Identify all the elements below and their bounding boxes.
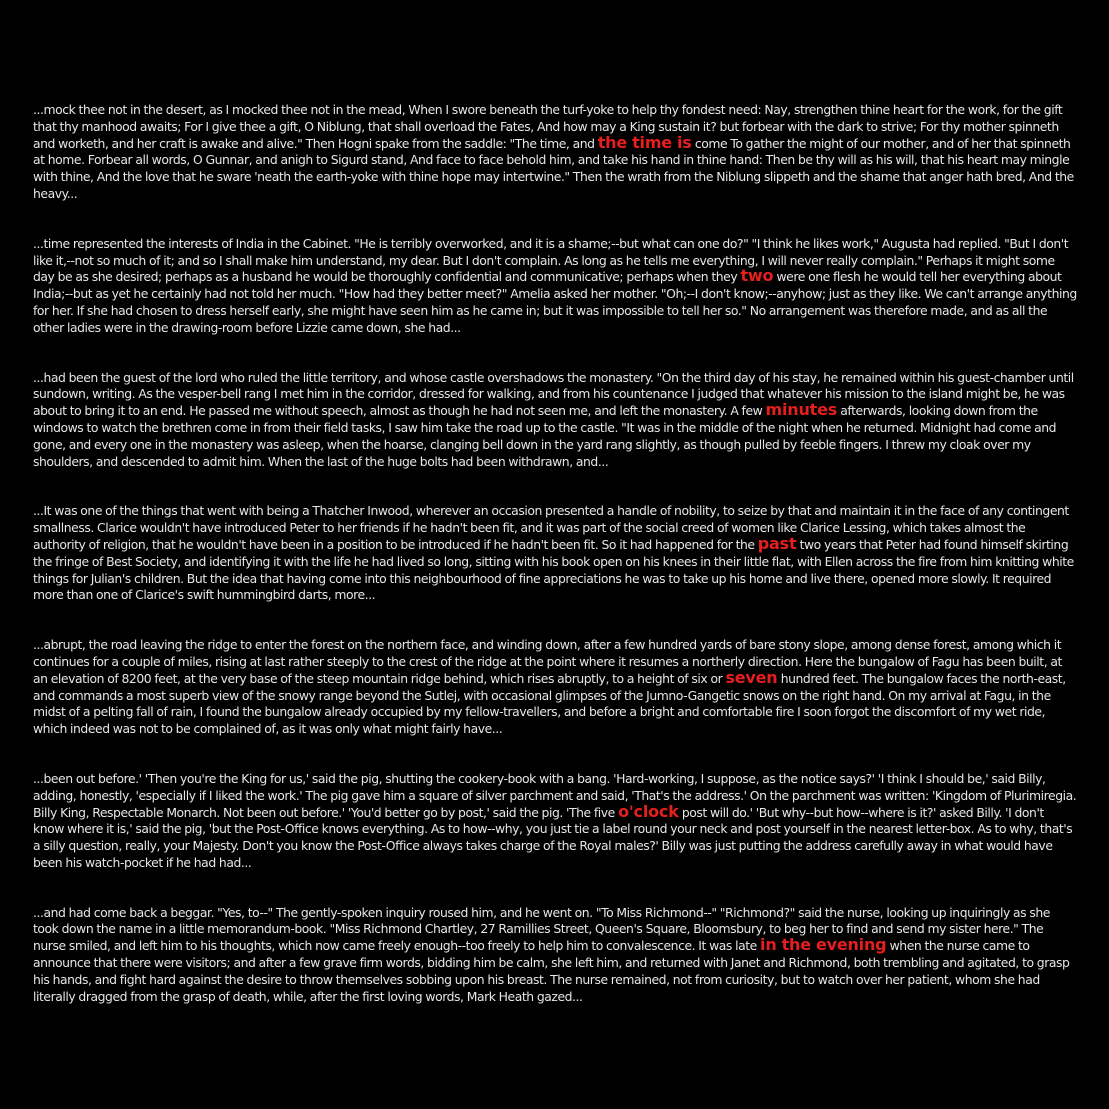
highlighted-phrase: minutes [765,400,838,420]
highlighted-phrase: past [757,533,797,553]
passage-text-before: ...It was one of the things that went with being a Thatcher Inwood, wherever an occasion presented a handle of nobility, to seize by that and maintain it in the face of any contingent smallness. Clarice wouldn't have introduced Peter to her friends if he hadn't been fit, and it was part of the social creed of women like Clarice Lessing, which takes almost the authority of religion, that he wouldn't have been in a position to be introduced if he hadn't been fit. So it had happened for the [33,503,1069,552]
passage-text-after: two years that Peter had found himself skirting the fringe of Best Society, and identifying it with the life he had lived so long, sitting with his book open on his knees in their little flat, with Ellen across the fire from him knitting white things for Julian's children. But the idea that having come into this neighbourhood of fine appreciations he was to take up his home and live there, opened more slowly. It required more than one of Clarice's swift hummingbird darts, more... [33,536,1074,603]
passage-1 [33,102,1077,203]
highlighted-phrase: the time is [597,132,692,152]
highlighted-phrase: in the evening [760,935,887,955]
passage-text-before: ...time represented the interests of India in the Cabinet. "He is terribly overworked, and it is a shame;--but what can one do?" "I think he likes work," Augusta had replied. "But I don't like it,--not so much of it; and so I shall make him understand, my dear. But I don't complain. As long as he tells me everything, I will never really complain." Perhaps it might some day be as she desired; perhaps as a husband he would be thoroughly confidential and communicative; perhaps when they [33,235,1069,285]
passage-text-after: when the nurse came to announce that there were visitors; and after a few grave firm words, bidding him be calm, she left him, and returned with Janet and Richmond, both trembling and agitated, to grasp his hands, and fight hard against the desire to throw themselves sobbing upon his breast. The nurse remained, not from curiosity, but to watch over her patient, whom she had literally dragged from the grasp of death, while, after the first loving words, Mark Heath gazed... [33,938,1070,1004]
passage-7 [33,905,1077,1006]
passage-text-after: come To gather the might of our mother, and of her that spinneth at home. Forbear all words, O Gunnar, and anigh to Sigurd stand, And face to face behold him, and take his hand in thine hand: Then be thy will as his will, that his heart may mingle with thine, And the love that he sware 'neath the earth-yoke with thine hope may intertwine." Then the wrath from the Niblung slippeth and the shame that anger hath bred, And the heavy... [33,135,1074,201]
highlighted-phrase: two [740,266,774,286]
passage-text-before: ...abrupt, the road leaving the ridge to enter the forest on the northern face, and winding down, after a few hundred yards of bare stony slope, among dense forest, among which it continues for a couple of miles, rising at last rather steeply to the crest of the ridge at the point where it resumes a northerly direction. Here the bungalow of Fagu has been built, at an elevation of 8200 feet, at the very base of the steep mountain ridge behind, which rises abruptly, to a height of six or [33,637,1062,686]
passage-2 [33,236,1077,337]
passage-6 [33,771,1077,872]
passage-text-after: afterwards, looking down from the windows to watch the brethren come in from their field tasks, I saw him take the road up to the castle. "It was in the middle of the night when he returned. Midnight had come and gone, and every one in the monastery was asleep, when the hoarse, clanging bell down in the yard rang slightly, as though pulled by feeble fingers. I threw my cloak over my shoulders, and descended to admit him. When the last of the huge bolts had been withdrawn, and... [33,403,1057,469]
passage-text-after: post will do.' 'But why--but how--where is it?' asked Billy. 'I don't know where it is,' said the pig, 'but the Post-Office knows everything. As to how--why, you just tie a label round your neck and post yourself in the nearest letter-box. As to why, that's a silly question, really, your Majesty. Don't you know the Post-Office always takes charge of the Royal males?' Billy was just putting the address carefully away in what would have been his watch-pocket if he had had... [33,804,1073,870]
passage-text-before: ...and had come back a beggar. "Yes, to--" The gently-spoken inquiry roused him, and he went on. "To Miss Richmond--" "Richmond?" said the nurse, looking up inquiringly as she took down the name in a little memorandum-book. "Miss Richmond Chartley, 27 Ramillies Street, Queen's Square, Bloomsbury, to beg her to find and send my sister here." The nurse smiled, and left him to his thoughts, which now came freely enough--too freely to help him to convalescence. It was late [33,904,1050,954]
passage-5 [33,637,1077,738]
passage-text-after: were one flesh he would tell her everything about India;--but as yet he certainly had not told her much. "How had they better meet?" Amelia asked her mother. "Oh;--I don't know;--anyhow; just as they like. We can't arrange anything for her. If she had chosen to dress herself early, she might have seen him as he came in; but it was impossible to tell her so." No arrangement was therefore made, and as all the other ladies were in the drawing-room before Lizzie came down, she had... [33,269,1077,335]
passage-text-before: ...mock thee not in the desert, as I mocked thee not in the mead, When I swore beneath the turf-yoke to help thy fondest need: Nay, strengthen thine heart for the work, for the gift that thy manhood awaits; For I give thee a gift, O Niblung, that shall overload the Fates, And how may a King sustain it? but forbear with the dark to strive; For thy mother spinneth and worketh, and her craft is awake and alive." Then Hogni spake from the saddle: "The time, and [33,102,1063,151]
passage-text-after: hundred feet. The bungalow faces the north-east, and commands a most superb view of the snowy range beyond the Sutlej, with occasional glimpses of the Jumno-Gangetic snows on the right hand. On my arrival at Fagu, in the midst of a pelting fall of rain, I found the bungalow already occupied by my fellow-travellers, and before a bright and comfortable fire I soon forgot the discomfort of my wet ride, which indeed was not to be complained of, as it was only what might fairly have... [33,670,1066,737]
passage-text-before: ...had been the guest of the lord who ruled the little territory, and whose castle overshadows the monastery. "On the third day of his stay, he remained within his guest-chamber until sundown, writing. As the vesper-bell rang I met him in the corridor, dressed for walking, and from his countenance I judged that whatever his mission to the island might be, he was about to bring it to an end. He passed me without speech, almost as though he had not seen me, and left the monastery. A few [33,369,1074,419]
highlighted-phrase: seven [725,667,778,687]
passage-3 [33,370,1077,471]
passage-text-before: ...been out before.' 'Then you're the King for us,' said the pig, shutting the cookery-book with a bang. 'Hard-working, I suppose, as the notice says?' 'I think I should be,' said Billy, adding, honestly, 'especially if I liked the work.' The pig gave him a square of silver parchment and said, 'That's the address.' On the parchment was written: 'Kingdom of Plurimiregia. Billy King, Respectable Monarch. Not been out before.' 'You'd better go by post,' said the pig. 'The five [33,770,1077,820]
passage-4 [33,503,1077,604]
highlighted-phrase: o'clock [618,801,679,821]
document-body [33,102,1077,1038]
